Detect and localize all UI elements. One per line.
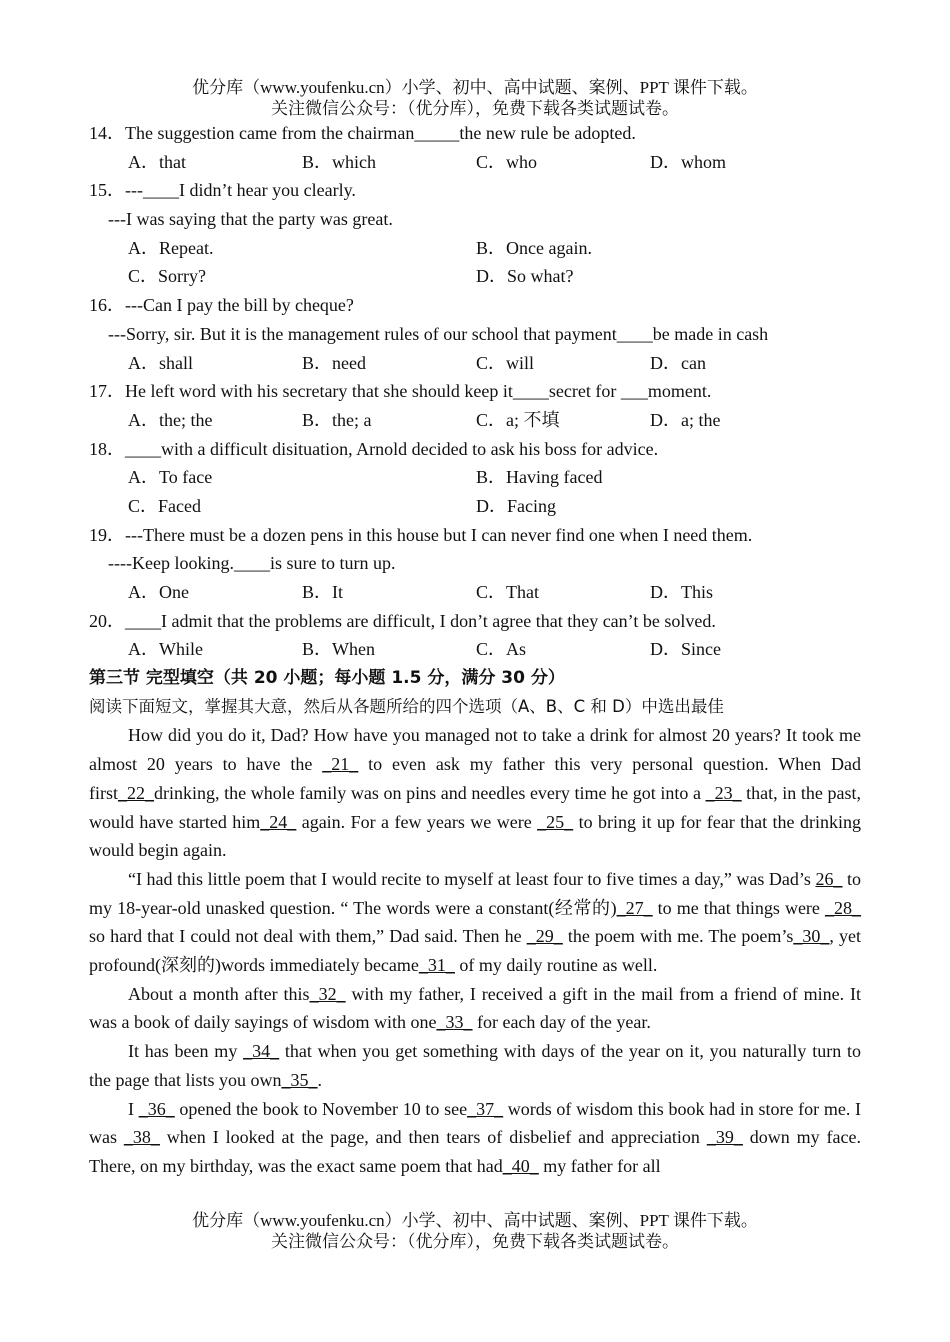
- passage-text: drinking, the whole family was on pins and needles every time he got into a: [154, 782, 706, 803]
- cloze-blank: _30_: [793, 926, 830, 947]
- answer-option: A．that: [128, 151, 186, 172]
- answer-option: C．will: [476, 352, 535, 373]
- options-row: [89, 463, 861, 492]
- question-stem: 19．---There must be a dozen pens in this house but I can never find one when I need them.: [89, 524, 753, 545]
- header-banner: [0, 77, 950, 119]
- footer-banner: [0, 1210, 950, 1252]
- passage-paragraph: [89, 980, 861, 1037]
- passage-text: to my 18-year-old unasked question. “ The words were a constant(经常的): [89, 868, 861, 918]
- passage-text: again. For a few years we were: [296, 811, 538, 832]
- question-stem: 18．____with a difficult disituation, Arnold decided to ask his boss for advice.: [89, 438, 659, 459]
- passage-text: “I had this little poem that I would recite to myself at least four to five times a day,” was Dad’s: [128, 868, 816, 889]
- options-row: [89, 234, 861, 263]
- answer-option: C．a; 不填: [476, 409, 560, 430]
- answer-option: B．which: [302, 151, 376, 172]
- cloze-blank: _34_: [243, 1041, 280, 1062]
- question-stem: 16．---Can I pay the bill by cheque?: [89, 295, 354, 316]
- answer-option: D．can: [650, 352, 706, 373]
- passage-paragraph: [89, 865, 861, 980]
- banner-line-2: 关注微信公众号：（优分库），免费下载各类试题试卷。: [271, 1232, 679, 1251]
- passage-text: that, in the past, would have started him: [89, 782, 861, 832]
- section-title: 第三节 完型填空（共 20 小题；每小题 1.5 分，满分 30 分）: [89, 668, 565, 689]
- question-dialog-line: ---I was saying that the party was great.: [108, 209, 393, 230]
- cloze-blank: 26_: [815, 868, 843, 889]
- passage-text: .: [317, 1069, 322, 1090]
- passage-text: It has been my: [128, 1041, 244, 1062]
- passage-paragraph: [89, 1095, 861, 1181]
- cloze-blank: _36_: [138, 1098, 175, 1119]
- question-dialog-line: ---Sorry, sir. But it is the management rules of our school that payment____be made in cash: [108, 323, 769, 344]
- section-instruction: 阅读下面短文，掌握其大意，然后从各题所给的四个选项（A、B、C 和 D）中选出最佳: [89, 696, 724, 716]
- cloze-passage: [89, 721, 861, 1180]
- cloze-blank: _38_: [123, 1127, 160, 1148]
- passage-text: About a month after this: [128, 983, 310, 1004]
- question-list: [89, 119, 861, 664]
- passage-text: with my father, I received a gift in the mail from a friend of mine. It was a book of daily sayings of wisdom with one: [89, 983, 862, 1033]
- answer-option: C．As: [476, 639, 527, 660]
- passage-text: to even ask my father this very personal question. When Dad first: [89, 754, 861, 803]
- answer-option: A．To face: [128, 467, 213, 488]
- cloze-blank: _33_: [436, 1012, 473, 1033]
- passage-text: to me that things were: [652, 897, 825, 918]
- cloze-blank: _24_: [260, 811, 297, 832]
- answer-option: C．Sorry?: [128, 266, 206, 287]
- cloze-blank: _35_: [281, 1069, 318, 1090]
- cloze-blank: _21_: [322, 754, 359, 775]
- passage-text: How did you do it, Dad? How have you managed not to take a drink for almost 20 years? It took me almost 20 years to have the: [89, 725, 861, 775]
- passage-text: my father for all: [538, 1155, 661, 1176]
- options-row: [89, 492, 861, 521]
- answer-option: A．While: [128, 639, 203, 660]
- answer-option: B．Once again.: [476, 237, 592, 258]
- passage-text: opened the book to November 10 to see: [174, 1098, 468, 1119]
- passage-text: for each day of the year.: [472, 1012, 651, 1033]
- answer-option: D．a; the: [650, 409, 721, 430]
- answer-option: A．One: [128, 582, 189, 602]
- answer-option: C．Faced: [128, 495, 201, 516]
- question-stem: 20．____I admit that the problems are difficult, I don’t agree that they can’t be solved.: [89, 610, 716, 631]
- cloze-blank: _25_: [537, 811, 574, 832]
- answer-option: B．Having faced: [476, 467, 603, 488]
- passage-text: of my daily routine as well.: [454, 955, 658, 976]
- passage-paragraph: [89, 721, 861, 865]
- passage-paragraph: [89, 1037, 861, 1094]
- answer-option: B．need: [302, 352, 366, 373]
- options-row: [89, 349, 861, 378]
- answer-option: D．This: [650, 582, 713, 602]
- question-stem: 17．He left word with his secretary that she should keep it____secret for ___moment.: [89, 381, 712, 402]
- answer-option: B．the; a: [302, 409, 372, 430]
- question-stem: 15．---____I didn’t hear you clearly.: [89, 180, 356, 201]
- answer-option: A．Repeat.: [128, 237, 214, 258]
- options-row: [89, 148, 861, 177]
- passage-text: I: [128, 1098, 139, 1119]
- cloze-blank: _27_: [616, 897, 653, 918]
- answer-option: A．the; the: [128, 409, 213, 430]
- options-row: [89, 578, 861, 607]
- passage-text: when I looked at the page, and then tears of disbelief and appreciation: [159, 1127, 707, 1148]
- cloze-blank: _39_: [706, 1127, 743, 1148]
- answer-option: B．When: [302, 639, 375, 660]
- options-row: [89, 635, 861, 664]
- answer-option: D．whom: [650, 151, 726, 172]
- cloze-blank: _37_: [467, 1098, 504, 1119]
- passage-text: that when you get something with days of the year on it, you naturally turn to the page that lists you own: [89, 1041, 861, 1090]
- answer-option: D．Since: [650, 639, 721, 660]
- banner-line-1: 优分库（www.youfenku.cn）小学、初中、高中试题、案例、PPT 课件下载。: [192, 1211, 758, 1230]
- passage-text: down my face. There, on my birthday, was the exact same poem that had: [89, 1127, 862, 1176]
- banner-line-1: 优分库（www.youfenku.cn）小学、初中、高中试题、案例、PPT 课件下载。: [192, 78, 758, 97]
- cloze-blank: _23_: [705, 782, 742, 803]
- cloze-blank: _28_: [824, 897, 861, 918]
- passage-text: to bring it up for fear that the drinking would begin again.: [89, 811, 861, 861]
- cloze-blank: _40_: [502, 1155, 539, 1176]
- answer-option: A．shall: [128, 352, 193, 373]
- cloze-blank: _29_: [526, 926, 563, 947]
- question-dialog-line: ----Keep looking.____is sure to turn up.: [108, 553, 396, 574]
- options-row: [89, 406, 861, 435]
- cloze-blank: _32_: [309, 983, 346, 1004]
- answer-option: C．That: [476, 582, 539, 602]
- banner-line-2: 关注微信公众号：（优分库），免费下载各类试题试卷。: [271, 99, 679, 118]
- answer-option: D．So what?: [476, 266, 574, 287]
- cloze-blank: _22_: [118, 782, 154, 803]
- exam-content: [89, 119, 861, 1181]
- options-row: [89, 262, 861, 291]
- answer-option: D．Facing: [476, 495, 556, 516]
- passage-text: words of wisdom this book had in store for me. I was: [89, 1098, 861, 1148]
- cloze-blank: _31_: [418, 955, 455, 976]
- question-stem: 14．The suggestion came from the chairman_____the new rule be adopted.: [89, 123, 636, 143]
- passage-text: the poem with me. The poem’s: [562, 926, 794, 947]
- passage-text: , yet profound(深刻的)words immediately became: [89, 926, 861, 976]
- answer-option: B．It: [302, 582, 344, 602]
- passage-text: so hard that I could not deal with them,” Dad said. Then he: [89, 926, 527, 947]
- answer-option: C．who: [476, 151, 538, 172]
